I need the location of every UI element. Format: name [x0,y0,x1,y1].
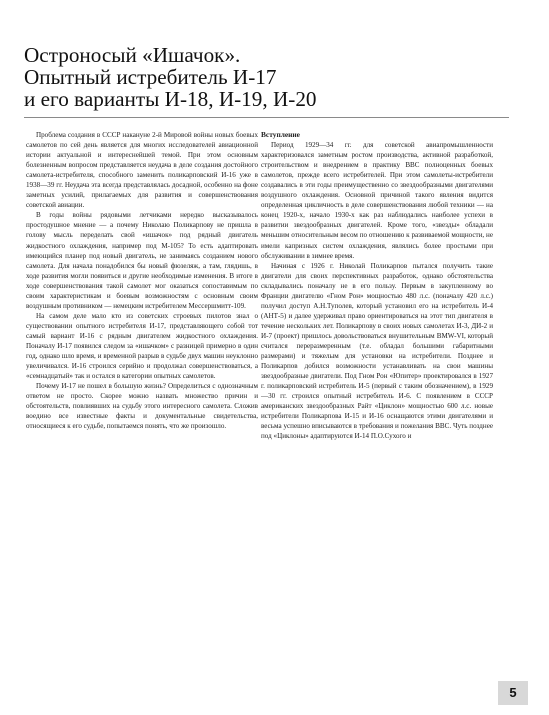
section-heading: Вступление [261,130,300,139]
page-number: 5 [498,681,528,705]
title-line-3: и его варианты И-18, И-19, И-20 [24,87,317,111]
paragraph: Период 1929—34 гг. для советской авиапромышленности характеризовался заметным ростом производства, активной разработкой, строительством и внедрением в практику ВВС полноценных боевых самолетов, прежде всего истребителей. При этом самолеты-истребители создавались в эти годы преимущественно со звездообразными двигателями воздушного охлаждения. Основной причиной такого явления видится определенная цикличность в деле совершенствования любой техники — на конец 1920-х, начало 1930-х как раз наблюдались наиболее успехи в развитии звездообразных двигателей. Кроме того, «звезды» обладали меньшим относительным весом по отношению к развиваемой мощности, не имели капризных систем охлаждения, являлись более простыми при обслуживании в зимнее время. [261,141,493,260]
title-divider [24,117,509,118]
paragraph: На самом деле мало кто из советских строевых пилотов знал о существовании опытного истребителя И-17, представляющего собой тот самый вариант И-16 с рядным двигателем жидкостного охлаждения. Поначалу И-17 появился следом за «ишачком» с разницей примерно в один год, однако шло время, и временной разрыв в судьбе двух машин неуклонно увеличивался. И-16 строился серийно и продолжал совершенствоваться, а «семнадцатый» так и остался в категории опытных самолетов. [26,311,258,381]
left-text-column [26,130,258,431]
title-line-1: Остроносый «Ишачок». [24,43,241,67]
paragraph: Почему И-17 не пошел в большую жизнь? Определиться с однозначным ответом не просто. Скорее можно назвать множество причин и обстоятельств, повлиявших на судьбу этого интересного самолета. Сложив воедино все известные факты и документальные свидетельства, относящиеся к его судьбе, попытаемся понять, что же произошло. [26,382,258,431]
right-text-column [261,130,493,441]
paragraph: Проблема создания в СССР накануне 2-й Мировой войны новых боевых самолетов по сей день является для многих исследователей авиационной истории актуальной и интереснейшей темой. При этом основным болезненным вопросом представляется неудача в деле создания достойного самолета-истребителя, способного заменить поликарповский И-16 уже в 1938—39 гг. Неудача эта всегда представлялась досадной, особенно на фоне заметных усилий, прилагаемых для развития и совершенствования советской авиации. [26,131,258,210]
paragraph: Начиная с 1926 г. Николай Поликарпов пытался получить такие двигатели для своих перспективных разработок, однако обстоятельства складывались поначалу не в его пользу. Первым в закупленному во Франции двигателю «Гном Рон» мощностью 480 л.с. (поначалу 420 л.с.) получил доступ А.Н.Туполев, который установил его на истребитель И-4 (АНТ-5) и далее удерживал право ориентироваться на этот тип двигателя в течение нескольких лет. Поликарпову в своих новых самолетах И-3, ДИ-2 и И-7 (проект) пришлось довольствоваться внушительным BMW-VI, который считался переразмеренным (т.е. обладал большими габаритными размерами) и тяжелым для установки на истребители. Позднее и Поликарпов добился возможности устанавливать на свои машины звездообразные двигатели. Под Гном Рон «Юпитер» проектировался в 1927 г. поликарповский истребитель И-5 (первый с таким обозначением), в 1929—30 гг. строился опытный истребитель И-6. С появлением в СССР американских звездообразных Райт «Циклон» мощностью 600 л.с. новые истребители Поликарпова И-15 и И-16 оснащаются этими двигателями и весьма успешно вписываются в требования и пожелания ВВС. Чуть позднее под «Циклоны» адаптируются И-14 П.О.Сухого и [261,261,493,441]
title-line-2: Опытный истребитель И-17 [24,65,277,89]
chapter-title [24,44,424,110]
paragraph: В годы войны рядовыми летчиками нередко высказывалось простодушное мнение — а почему Николаю Поликарпову не пришла в голову мысль переделать свой «ишачок» под рядный двигатель жидкостного охлаждения, например под М-105? То есть адаптировать имеющийся планер под новый двигатель, не занимаясь созданием нового самолета. Для начала понадобился бы новый фюзеляж, а там, глядишь, в ходе развития могли появиться и другие необходимые изменения. В итоге в ходе совершенствования такой самолет мог оказаться сопоставимым по своим характеристикам и боевым возможностям с основным своим воздушным противником — немецким истребителем Мессершмитт-109. [26,211,258,310]
